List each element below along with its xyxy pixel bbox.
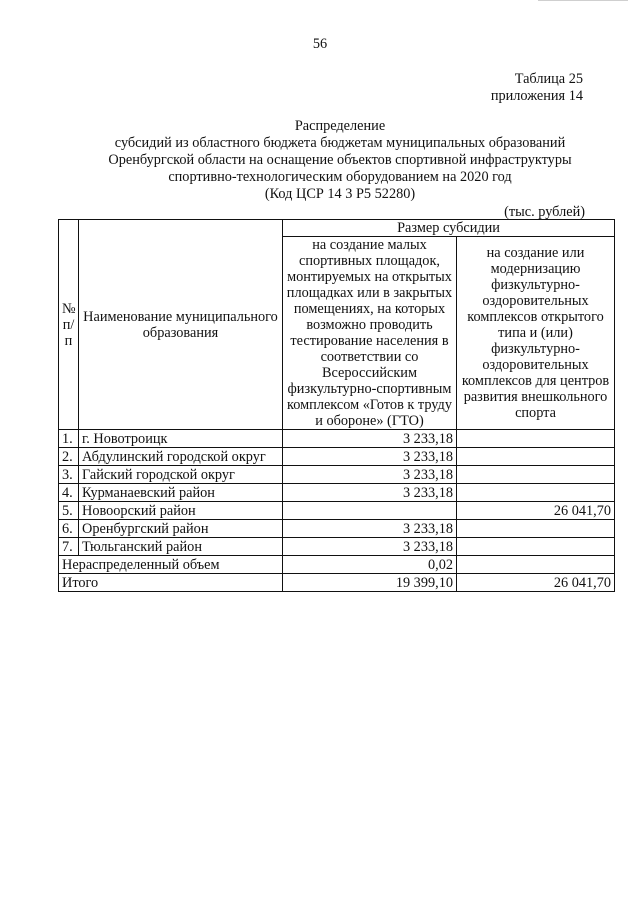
title-line-3: Оренбургской области на оснащение объектов спортивной инфраструктуры <box>108 152 572 168</box>
table-reference-line-2: приложения 14 <box>490 88 583 104</box>
table-header-row-1 <box>59 220 615 237</box>
row-value-complexes <box>457 520 615 538</box>
row-number: 3. <box>59 466 79 484</box>
row-value-small-grounds: 3 233,18 <box>283 466 457 484</box>
unallocated-value-2 <box>457 556 615 574</box>
row-municipality: Абдулинский городской округ <box>79 448 283 466</box>
subsidy-table <box>58 219 615 592</box>
table-row <box>59 448 615 466</box>
table-row <box>59 520 615 538</box>
table-row <box>59 502 615 520</box>
row-number: 7. <box>59 538 79 556</box>
row-value-small-grounds <box>283 502 457 520</box>
row-value-complexes <box>457 430 615 448</box>
header-number: № п/п <box>59 220 79 430</box>
total-value-2: 26 041,70 <box>457 574 615 592</box>
header-small-sports-grounds: на создание малых спортивных площадок, монтируемых на открытых площадках или в закрытых помещениях, на которых возможно проводить тестирование населения в соответствии со Всероссийским физкультурно-спортивным комплексом «Готов к труду и обороне» (ГТО) <box>283 237 457 430</box>
header-subsidy-size: Размер субсидии <box>283 220 615 237</box>
table-reference-line-1: Таблица 25 <box>514 71 583 87</box>
table-row <box>59 538 615 556</box>
row-value-complexes <box>457 448 615 466</box>
title-line-5: (Код ЦСР 14 3 P5 52280) <box>264 186 416 202</box>
row-number: 5. <box>59 502 79 520</box>
unallocated-row <box>59 556 615 574</box>
table-row <box>59 466 615 484</box>
row-value-small-grounds: 3 233,18 <box>283 520 457 538</box>
row-number: 1. <box>59 430 79 448</box>
table-row <box>59 430 615 448</box>
header-name: Наименование муниципального образования <box>79 220 283 430</box>
scan-edge-mark <box>538 0 628 4</box>
title-line-2: субсидий из областного бюджета бюджетам муниципальных образований <box>114 135 566 151</box>
row-value-small-grounds: 3 233,18 <box>283 484 457 502</box>
header-sports-complexes: на создание или модернизацию физкультурно-оздоровительных комплексов открытого типа и (или) физкультурно-оздоровительных комплексов для центров развития внешкольного спорта <box>457 237 615 430</box>
page-number: 56 <box>312 36 328 52</box>
row-number: 4. <box>59 484 79 502</box>
row-municipality: Новоорский район <box>79 502 283 520</box>
row-municipality: г. Новотроицк <box>79 430 283 448</box>
row-municipality: Оренбургский район <box>79 520 283 538</box>
row-value-small-grounds: 3 233,18 <box>283 430 457 448</box>
unallocated-label: Нераспределенный объем <box>59 556 283 574</box>
row-value-complexes <box>457 466 615 484</box>
row-municipality: Курманаевский район <box>79 484 283 502</box>
row-value-complexes <box>457 538 615 556</box>
row-municipality: Гайский городской округ <box>79 466 283 484</box>
unallocated-value-1: 0,02 <box>283 556 457 574</box>
row-number: 6. <box>59 520 79 538</box>
total-row <box>59 574 615 592</box>
title-line-4: спортивно-технологическим оборудованием на 2020 год <box>168 169 512 185</box>
total-label: Итого <box>59 574 283 592</box>
total-value-1: 19 399,10 <box>283 574 457 592</box>
table-row <box>59 484 615 502</box>
row-value-small-grounds: 3 233,18 <box>283 538 457 556</box>
row-value-complexes: 26 041,70 <box>457 502 615 520</box>
row-municipality: Тюльганский район <box>79 538 283 556</box>
title-line-1: Распределение <box>294 118 386 134</box>
row-value-complexes <box>457 484 615 502</box>
document-title <box>80 118 600 203</box>
row-value-small-grounds: 3 233,18 <box>283 448 457 466</box>
row-number: 2. <box>59 448 79 466</box>
units-label: (тыс. рублей) <box>504 204 585 220</box>
